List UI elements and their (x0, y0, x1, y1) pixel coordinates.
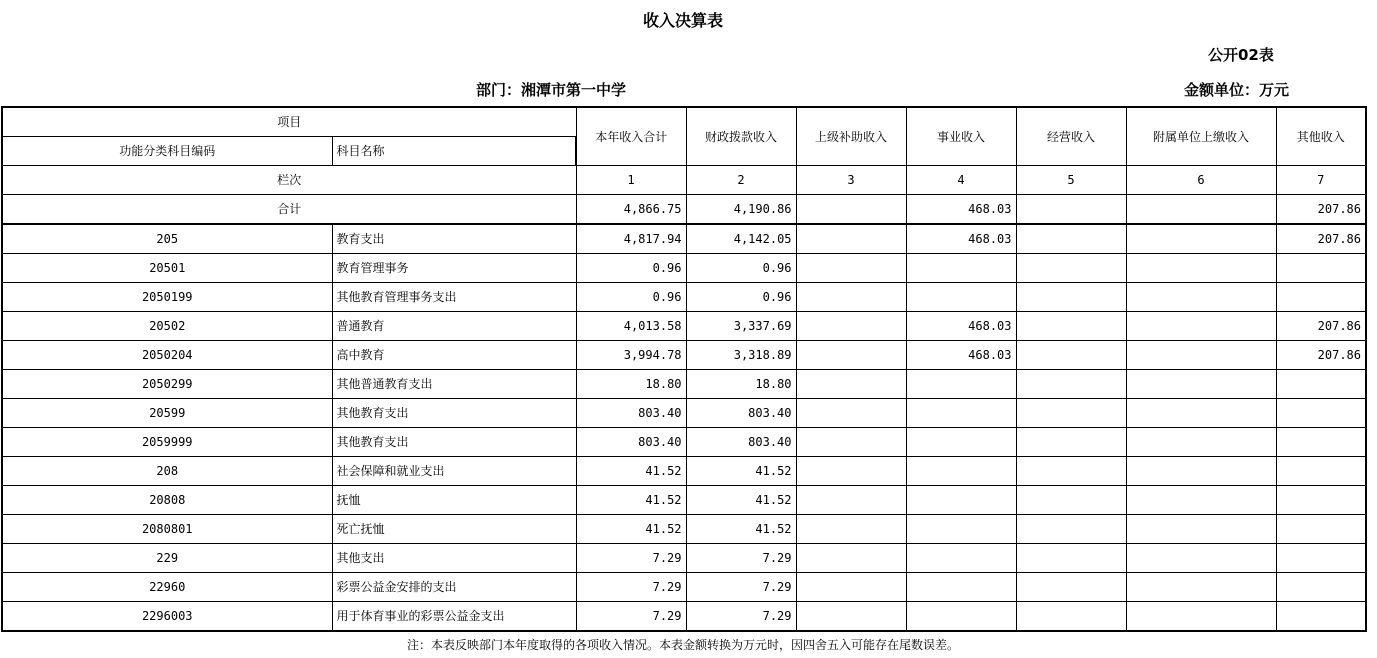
unit-label: 金额单位：万元 (1184, 81, 1290, 99)
amount-cell: 41.52 (576, 515, 686, 544)
subject-code: 20599 (2, 399, 332, 428)
amount-cell (796, 399, 906, 428)
amount-cell: 4,142.05 (686, 224, 796, 254)
subject-name: 教育管理事务 (332, 254, 576, 283)
subject-name: 抚恤 (332, 486, 576, 515)
amount-cell (906, 544, 1016, 573)
amount-cell (1276, 573, 1366, 602)
amount-cell: 7.29 (576, 573, 686, 602)
amount-cell (1016, 486, 1126, 515)
amount-cell (1126, 254, 1276, 283)
amount-cell (1016, 254, 1126, 283)
column-number: 5 (1016, 166, 1126, 195)
amount-cell (1276, 428, 1366, 457)
amount-cell: 41.52 (686, 515, 796, 544)
amount-cell: 41.52 (686, 486, 796, 515)
amount-cell (906, 486, 1016, 515)
amount-cell: 41.52 (576, 486, 686, 515)
footnote: 注：本表反映部门本年度取得的各项收入情况。本表金额转换为万元时，因四舍五入可能存在尾数误差。 (406, 638, 959, 652)
subject-code: 229 (2, 544, 332, 573)
total-cell: 4,190.86 (686, 195, 796, 225)
amount-cell (1016, 370, 1126, 399)
amount-cell: 3,994.78 (576, 341, 686, 370)
amount-cell (1126, 486, 1276, 515)
amount-cell (906, 283, 1016, 312)
subject-name: 其他普通教育支出 (332, 370, 576, 399)
subject-name: 其他教育支出 (332, 399, 576, 428)
header-operating: 经营收入 (1016, 107, 1126, 166)
amount-cell (1016, 544, 1126, 573)
amount-cell: 7.29 (686, 573, 796, 602)
amount-cell: 18.80 (686, 370, 796, 399)
amount-cell (1016, 399, 1126, 428)
amount-cell: 803.40 (576, 428, 686, 457)
header-affiliated: 附属单位上缴收入 (1126, 107, 1276, 166)
table-row (2, 544, 1366, 573)
amount-cell: 207.86 (1276, 312, 1366, 341)
table-row (2, 399, 1366, 428)
amount-cell (1126, 428, 1276, 457)
amount-cell (906, 428, 1016, 457)
amount-cell: 3,337.69 (686, 312, 796, 341)
amount-cell: 468.03 (906, 224, 1016, 254)
amount-cell: 0.96 (686, 254, 796, 283)
amount-cell (906, 399, 1016, 428)
amount-cell (906, 370, 1016, 399)
subject-code: 2296003 (2, 602, 332, 632)
subject-name: 社会保障和就业支出 (332, 457, 576, 486)
subject-code: 208 (2, 457, 332, 486)
total-cell: 4,866.75 (576, 195, 686, 225)
total-cell: 468.03 (906, 195, 1016, 225)
amount-cell (796, 573, 906, 602)
amount-cell (1126, 515, 1276, 544)
header-name: 科目名称 (332, 137, 576, 166)
amount-cell (1126, 312, 1276, 341)
header-fiscal: 财政拨款收入 (686, 107, 796, 166)
amount-cell (796, 283, 906, 312)
amount-cell: 803.40 (576, 399, 686, 428)
table-row (2, 602, 1366, 632)
amount-cell (1126, 341, 1276, 370)
column-number: 7 (1276, 166, 1366, 195)
amount-cell (1016, 573, 1126, 602)
amount-cell: 7.29 (576, 544, 686, 573)
amount-cell: 7.29 (576, 602, 686, 632)
header-total: 本年收入合计 (576, 107, 686, 166)
table-row (2, 370, 1366, 399)
amount-cell: 468.03 (906, 341, 1016, 370)
subject-code: 20501 (2, 254, 332, 283)
amount-cell: 7.29 (686, 602, 796, 632)
header-superior: 上级补助收入 (796, 107, 906, 166)
amount-cell: 7.29 (686, 544, 796, 573)
subject-name: 其他教育管理事务支出 (332, 283, 576, 312)
amount-cell (796, 224, 906, 254)
amount-cell (796, 486, 906, 515)
amount-cell (1016, 312, 1126, 341)
amount-cell: 207.86 (1276, 224, 1366, 254)
amount-cell: 3,318.89 (686, 341, 796, 370)
column-number-row (2, 166, 1366, 195)
amount-cell (1016, 457, 1126, 486)
amount-cell (1126, 224, 1276, 254)
column-number: 2 (686, 166, 796, 195)
amount-cell: 0.96 (576, 283, 686, 312)
column-number: 3 (796, 166, 906, 195)
amount-cell (1276, 254, 1366, 283)
department-label: 部门：湘潭市第一中学 (476, 81, 627, 99)
subject-name: 教育支出 (332, 224, 576, 254)
amount-cell: 803.40 (686, 428, 796, 457)
amount-cell (1126, 573, 1276, 602)
column-number: 6 (1126, 166, 1276, 195)
subject-name: 彩票公益金安排的支出 (332, 573, 576, 602)
amount-cell (1276, 486, 1366, 515)
amount-cell (1126, 544, 1276, 573)
subject-name: 其他支出 (332, 544, 576, 573)
amount-cell (1126, 399, 1276, 428)
amount-cell (796, 341, 906, 370)
table-row (2, 224, 1366, 254)
amount-cell (1276, 544, 1366, 573)
subject-code: 22960 (2, 573, 332, 602)
amount-cell (1276, 399, 1366, 428)
amount-cell (796, 254, 906, 283)
amount-cell (796, 457, 906, 486)
amount-cell (796, 370, 906, 399)
table-row (2, 428, 1366, 457)
subject-code: 2050299 (2, 370, 332, 399)
table-row (2, 515, 1366, 544)
subject-code: 20502 (2, 312, 332, 341)
header-other: 其他收入 (1276, 107, 1366, 166)
amount-cell: 803.40 (686, 399, 796, 428)
table-row (2, 341, 1366, 370)
amount-cell (796, 515, 906, 544)
form-number: 公开02表 (1208, 46, 1274, 64)
amount-cell (906, 457, 1016, 486)
amount-cell (796, 312, 906, 341)
amount-cell (1016, 602, 1126, 632)
amount-cell (1126, 602, 1276, 632)
total-cell: 207.86 (1276, 195, 1366, 225)
subject-code: 205 (2, 224, 332, 254)
amount-cell (1016, 428, 1126, 457)
header-code: 功能分类科目编码 (2, 137, 332, 166)
column-number: 1 (576, 166, 686, 195)
table-row (2, 254, 1366, 283)
table-row (2, 457, 1366, 486)
subject-name: 普通教育 (332, 312, 576, 341)
table-row (2, 486, 1366, 515)
table-row (2, 312, 1366, 341)
subject-name: 死亡抚恤 (332, 515, 576, 544)
amount-cell (1016, 283, 1126, 312)
table-row (2, 283, 1366, 312)
amount-cell (1276, 602, 1366, 632)
amount-cell (796, 544, 906, 573)
amount-cell (906, 254, 1016, 283)
subject-name: 高中教育 (332, 341, 576, 370)
amount-cell: 0.96 (686, 283, 796, 312)
amount-cell (1276, 283, 1366, 312)
amount-cell: 207.86 (1276, 341, 1366, 370)
amount-cell (1276, 515, 1366, 544)
amount-cell: 18.80 (576, 370, 686, 399)
amount-cell (796, 602, 906, 632)
subject-code: 2059999 (2, 428, 332, 457)
subject-code: 20808 (2, 486, 332, 515)
amount-cell: 468.03 (906, 312, 1016, 341)
amount-cell (1016, 515, 1126, 544)
subject-code: 2080801 (2, 515, 332, 544)
amount-cell (1276, 457, 1366, 486)
amount-cell (906, 515, 1016, 544)
amount-cell (1126, 283, 1276, 312)
subject-name: 其他教育支出 (332, 428, 576, 457)
column-number: 4 (906, 166, 1016, 195)
amount-cell (1126, 457, 1276, 486)
amount-cell (796, 428, 906, 457)
total-row (2, 195, 1366, 225)
subject-name: 用于体育事业的彩票公益金支出 (332, 602, 576, 632)
amount-cell (906, 602, 1016, 632)
income-table (1, 106, 1367, 632)
amount-cell: 41.52 (576, 457, 686, 486)
amount-cell: 41.52 (686, 457, 796, 486)
amount-cell (1016, 341, 1126, 370)
amount-cell: 4,013.58 (576, 312, 686, 341)
header-item: 项目 (2, 107, 576, 137)
amount-cell: 0.96 (576, 254, 686, 283)
amount-cell (1016, 224, 1126, 254)
subject-code: 2050199 (2, 283, 332, 312)
total-cell (1126, 195, 1276, 225)
table-row (2, 573, 1366, 602)
amount-cell (1126, 370, 1276, 399)
total-cell (796, 195, 906, 225)
total-label: 合计 (2, 195, 576, 225)
column-number-label: 栏次 (2, 166, 576, 195)
report-title: 收入决算表 (642, 11, 723, 30)
subject-code: 2050204 (2, 341, 332, 370)
amount-cell (906, 573, 1016, 602)
header-business: 事业收入 (906, 107, 1016, 166)
amount-cell (1276, 370, 1366, 399)
amount-cell: 4,817.94 (576, 224, 686, 254)
total-cell (1016, 195, 1126, 225)
